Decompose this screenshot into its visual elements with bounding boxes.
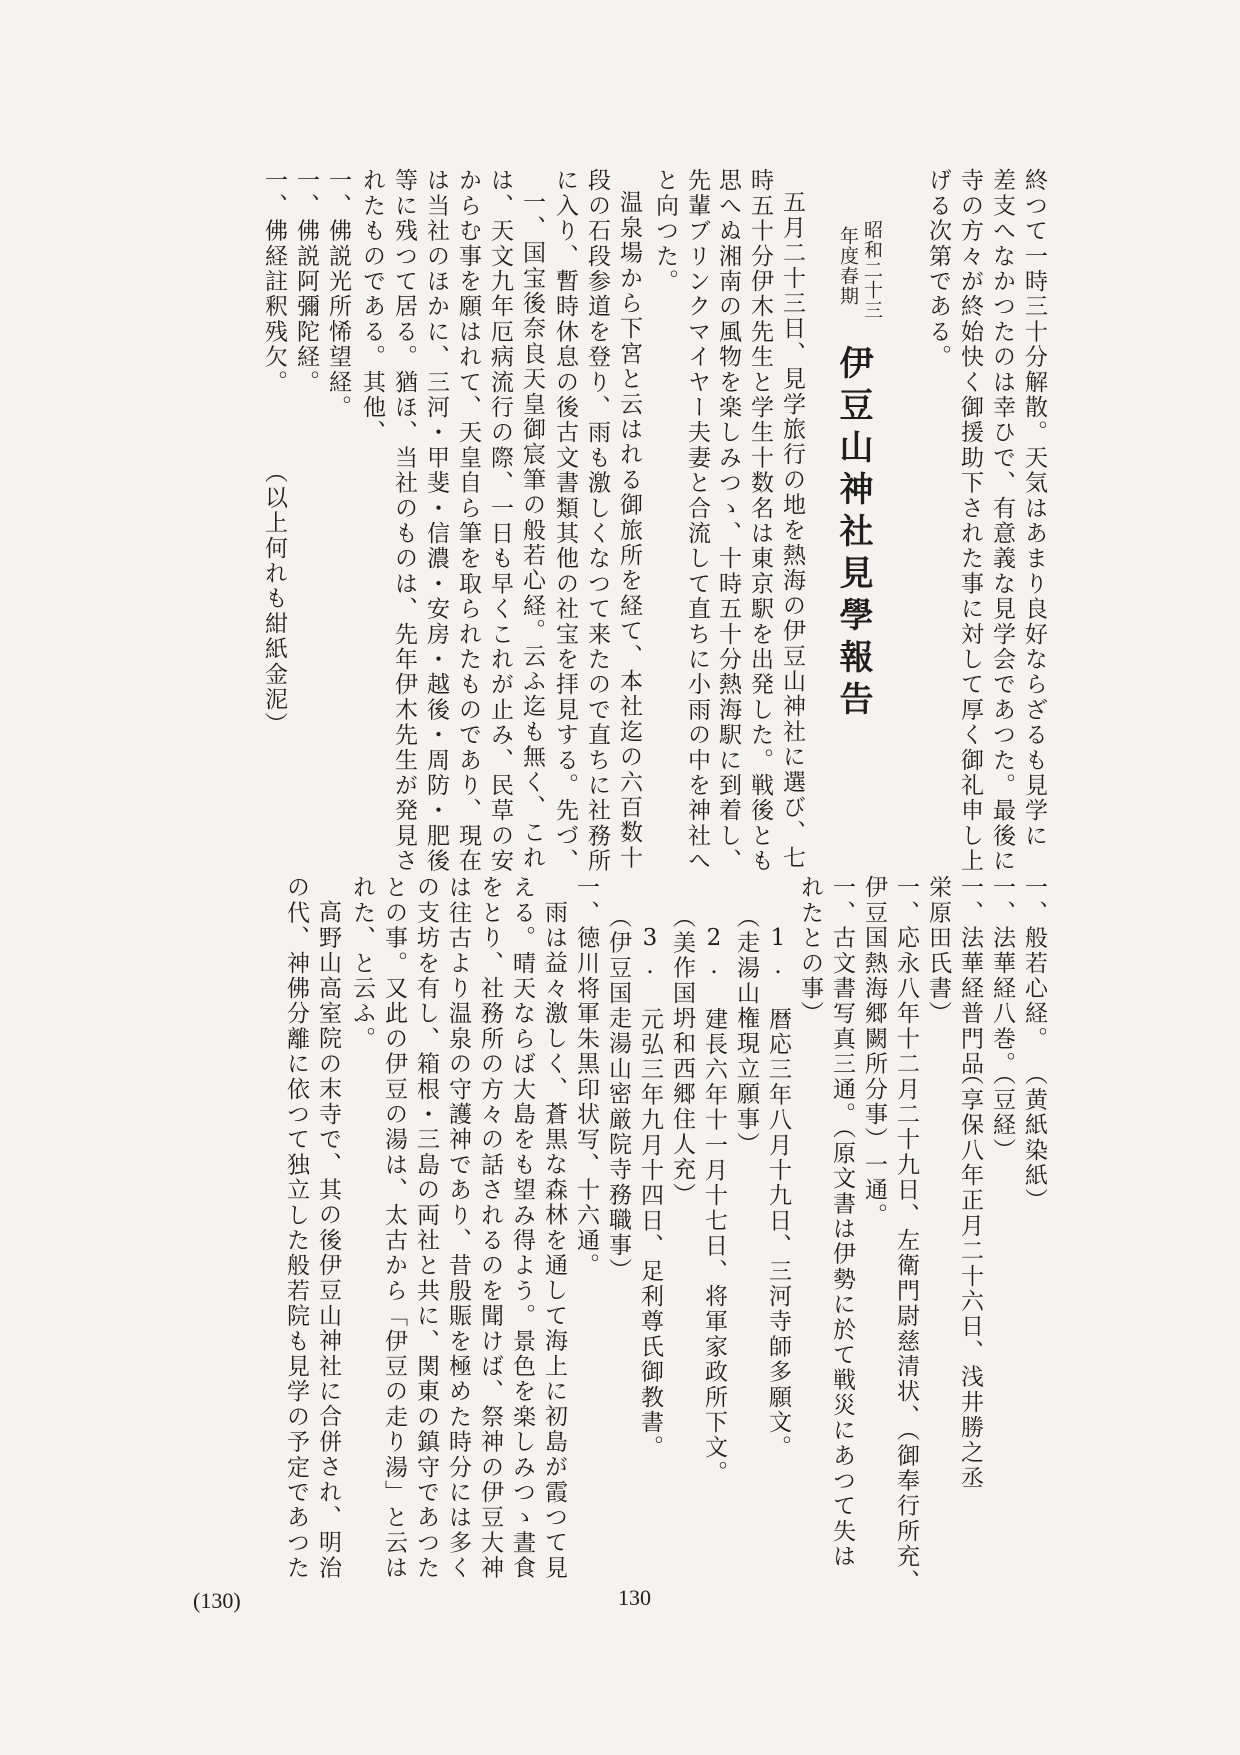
body-line: 段の石段参道を登り、雨も激しくなつて来たので直ちに社務所: [584, 168, 610, 874]
body-line: 等に残つて居る。猶ほ、当社のものは、先年伊木先生が発見さ: [391, 168, 417, 874]
annotation-note: （以上何れも紺紙金泥）: [261, 460, 287, 738]
body-line: 栄原田氏書）: [925, 875, 951, 1027]
body-line: の代、神佛分離に依つて独立した般若院も見学の予定であつた: [283, 875, 309, 1581]
body-line: 3. 元弘三年九月十四日、足利尊氏御教書。: [637, 925, 663, 1461]
body-line: の支坊を有し、箱根・三島の両社と共に、関東の鎮守であつた: [413, 875, 439, 1581]
body-line: 雨は益々激しく、蒼黒な森林を通して海上に初島が霞つて見: [541, 900, 567, 1581]
article-era: 年度春期: [837, 226, 859, 306]
body-line: 思へぬ湘南の風物を楽しみつゝ、十時五十分熱海駅に到着し、: [715, 168, 741, 874]
list-item-note: （黄紙染紙）: [1021, 1062, 1047, 1214]
list-item-note: （豆経）: [989, 1062, 1015, 1163]
page-number-center: 130: [618, 1585, 651, 1610]
paragraph-line: 終つて一時三十分解散。天気はあまり良好ならざるも見学に: [1021, 168, 1047, 849]
article-title: 伊豆山神社見學報告: [833, 345, 873, 723]
body-line: 時五十分伊木先生と学生十数名は東京駅を出発した。戦後とも: [747, 168, 773, 874]
body-line: れた、と云ふ。: [349, 875, 375, 1052]
body-line: に入り、暫時休息の後古文書類其他の社宝を拝見する。先づ、: [552, 168, 578, 874]
body-line: 一、佛経註釈残欠。: [261, 168, 287, 395]
body-line: える。晴天ならば大島をも望み得よう。景色を楽しみつゝ晝食: [509, 875, 535, 1581]
body-line: 1. 暦応三年八月十九日、三河寺師多願文。: [765, 925, 791, 1461]
body-line: れたとの事）: [797, 875, 823, 1027]
body-line: （走湯山権現立願事）: [733, 905, 759, 1157]
body-line: 一、佛説阿彌陀経。: [293, 168, 319, 395]
body-line: 一、応永八年十二月二十九日、左衛門尉慈清状、（御奉行所充、: [893, 875, 919, 1595]
body-line: 2. 建長六年十一月十七日、将軍家政所下文。: [701, 925, 727, 1486]
body-line: 一、古文書写真三通。（原文書は伊勢に於て戦災にあつて失は: [829, 875, 855, 1570]
paragraph-line: 差支へなかつたのは幸ひで、有意義な見学会であつた。最後に: [989, 168, 1015, 874]
body-line: は、天文九年厄病流行の際、一日も早くこれが止み、民草の安: [487, 168, 513, 874]
paragraph-line: げる次第である。: [925, 168, 951, 370]
body-line: 高野山高室院の末寺で、其の後伊豆山神社に合併され、明治: [315, 900, 341, 1581]
body-line: 五月二十三日、見学旅行の地を熱海の伊豆山神社に選び、七: [779, 190, 805, 871]
body-line: と向つた。: [652, 168, 678, 294]
body-line: 先輩ブリンクマイヤー夫妻と合流して直ちに小雨の中を神社へ: [684, 168, 710, 874]
body-line: との事。又此の伊豆の湯は、太古から「伊豆の走り湯」と云は: [381, 875, 407, 1581]
body-line: 温泉場から下宮と云はれる御旅所を経て、本社迄の六百数十: [616, 190, 642, 871]
list-item-note: （享保八年正月二十六日、浅井勝之丞: [957, 1062, 983, 1491]
body-line: は当社のほかに、三河・甲斐・信濃・安房・越後・周防・肥後: [423, 168, 449, 874]
list-item: 一、法華経普門品: [957, 875, 983, 1077]
body-line: 一、国宝後奈良天皇御宸筆の般若心経。云ふ迄も無く、これ: [519, 190, 545, 871]
body-line: からむ事を願はれて、天皇自ら筆を取られたものであり、現在: [455, 168, 481, 874]
body-line: （美作国坍和西郷住人充）: [669, 905, 695, 1208]
body-line: 一、佛説光所悕望経。: [325, 168, 351, 420]
article-era: 昭和二十三: [861, 220, 883, 320]
paragraph-line: 寺の方々が終始快く御援助下された事に対して厚く御礼申し上: [957, 168, 983, 874]
body-line: （伊豆国走湯山密厳院寺務職事）: [605, 905, 631, 1283]
body-line: をとり、社務所の方々の話されるのを聞けば、祭神の伊豆大神: [477, 875, 503, 1581]
list-item: 一、法華経八巻。: [989, 875, 1015, 1077]
body-line: は往古より温泉の守護神であり、昔殷賑を極めた時分には多く: [445, 875, 471, 1581]
list-item: 一、般若心経。: [1021, 875, 1047, 1052]
body-line: 伊豆国熱海郷闕所分事）一通。: [861, 875, 887, 1228]
page-number-left: (130): [193, 1588, 241, 1613]
body-line: 一、徳川将軍朱黒印状写、十六通。: [573, 875, 599, 1279]
body-line: れたものである。其他、: [359, 168, 385, 446]
